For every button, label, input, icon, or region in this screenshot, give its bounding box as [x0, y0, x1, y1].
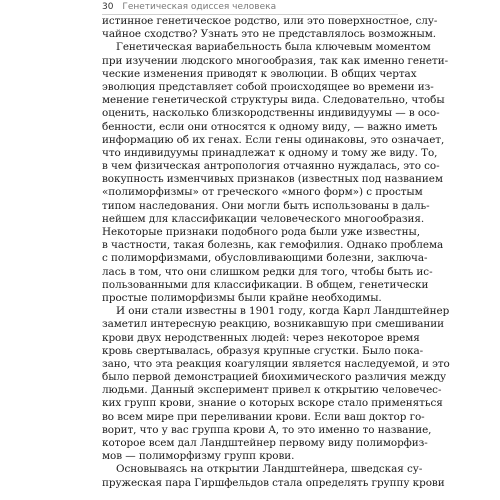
- text-line: истинное генетическое родство, или это поверхностное, слу-: [102, 15, 438, 27]
- text-line: типом наследования. Они могли быть использованы в даль-: [102, 199, 430, 212]
- text-line: в частности, такая болезнь, как гемофилия. Однако проблема: [102, 239, 444, 252]
- text-line: «полиморфизмы» от греческого «много форм») с простым: [102, 186, 423, 199]
- text-line: крови двух неродственных людей: через некоторое время: [102, 331, 420, 344]
- text-line: чайное сходство? Узнать это не представлялось возможным.: [102, 28, 436, 41]
- text-line: И они стали известны в 1901 году, когда Карл Ландштейнер: [116, 305, 450, 318]
- text-line: которое всем дал Ландштейнер первому виду полиморфиз-: [102, 437, 428, 449]
- text-line: в чем физическая антропология отчаянно нуждалась, это со-: [102, 160, 440, 173]
- text-line: информацию об их генах. Если гены одинаковы, это означает,: [102, 133, 445, 146]
- text-line: было первой демонстрацией биохимического различия между: [102, 371, 447, 384]
- text-line: менение генетической структуры вида. Следовательно, чтобы: [102, 94, 445, 107]
- text-line: при изучении людского многообразия, так как именно генети-: [102, 54, 449, 67]
- text-line: пользованными для классификации. В общем, генетически: [102, 278, 429, 291]
- text-line: что индивидуумы принадлежат к одному и тому же виду. То,: [102, 146, 438, 159]
- text-line: Генетическая вариабельность была ключевым моментом: [116, 41, 431, 54]
- text-line: эволюция представляет собой происходящее во времени из-: [102, 80, 434, 93]
- text-line: Основываясь на открытии Ландштейнера, шведская су-: [116, 463, 423, 476]
- text-line: вокупность изменчивых признаков (известных под названием: [102, 173, 443, 186]
- text-line: людьми. Данный эксперимент привел к открытию человечес-: [102, 384, 442, 397]
- text-line: ких групп крови, знание о которых вскоре стало применяться: [102, 397, 443, 410]
- text-line: кровь свертывалась, образуя крупные сгустки. Было пока-: [102, 344, 424, 357]
- page-number: 30: [102, 2, 114, 12]
- body-text: [102, 15, 450, 490]
- book-title: Генетическая одиссея человека: [122, 2, 277, 12]
- text-line: лась в том, что они слишком редки для того, чтобы быть ис-: [102, 265, 433, 278]
- paragraph: [102, 305, 450, 463]
- text-line: пружеская пара Гиршфельдов стала определять группу крови: [102, 476, 445, 489]
- text-line: бенности, если они относятся к одному виду, — важно иметь: [102, 120, 438, 133]
- paragraph: [102, 463, 445, 489]
- text-line: с полиморфизмами, обусловливающими болезни, заключа-: [102, 252, 428, 265]
- text-line: Некоторые признаки подобного рода были уже известны,: [102, 226, 420, 238]
- text-line: ческие изменения приводят к эволюции. В общих чертах: [102, 67, 417, 80]
- text-line: простые полиморфизмы были крайне необходимы.: [102, 291, 382, 304]
- text-line: ворит, что у вас группа крови A, то это именно то название,: [102, 423, 432, 436]
- text-line: мов — полиморфизму групп крови.: [102, 450, 295, 463]
- text-line: заметил интересную реакцию, возникавшую при смешивании: [102, 318, 445, 331]
- text-line: во всем мире при переливании крови. Если ваш доктор го-: [102, 410, 425, 423]
- paragraph: [102, 41, 449, 305]
- text-line: оценить, насколько близкородственны индивидуумы — в осо-: [102, 107, 440, 120]
- text-line: нейшем для классификации человеческого многообразия.: [102, 212, 425, 225]
- text-line: зано, что эта реакция коагуляции является наследуемой, и это: [102, 357, 450, 370]
- running-head: [102, 1, 402, 15]
- paragraph: [102, 15, 438, 41]
